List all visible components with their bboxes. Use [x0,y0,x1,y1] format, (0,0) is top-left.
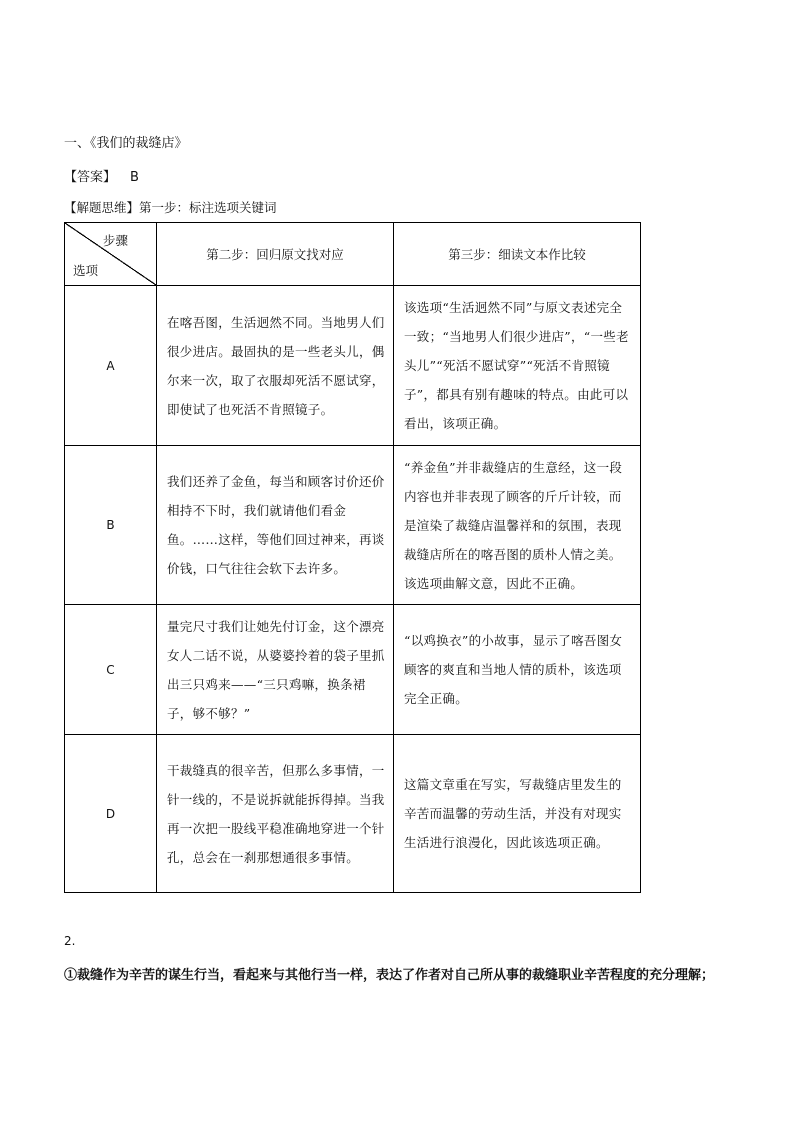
analysis-table [64,222,641,893]
option-cell: B [65,446,157,605]
table-row [65,446,641,605]
table-row [65,735,641,893]
answer-value: B [130,170,139,185]
table-row [65,605,641,735]
analysis-cell: 该选项“生活迥然不同”与原文表述完全一致；“当地男人们很少进店”，“一些老头儿”“死活不愿试穿”“死活不肯照镜子”，都具有别有趣味的特点。由此可以看出，该项正确。 [394,286,641,446]
option-cell: A [65,286,157,446]
answer-label: 【答案】 [64,170,117,185]
analysis-cell: “以鸡换衣”的小故事，显示了喀吾图女顾客的爽直和当地人情的质朴，该选项完全正确。 [394,605,641,735]
question-number: 2. [64,934,76,948]
answer-line [64,166,139,185]
header-options: 选项 [73,263,99,278]
answer-point-1: ①裁缝作为辛苦的谋生行当，看起来与其他行当一样，表达了作者对自己所从事的裁缝职业辛苦程度的充分理解； [64,968,715,983]
analysis-cell: 这篇文章重在写实，写裁缝店里发生的辛苦而温馨的劳动生活，并没有对现实生活进行浪漫化，因此该选项正确。 [394,735,641,893]
header-step-three: 第三步：细读文本作比较 [394,223,641,286]
thinking-step-one: 【解题思维】第一步：标注选项关键词 [64,200,277,215]
table-header-row [65,223,641,286]
section-title: 一、《我们的裁缝店》 [64,136,188,151]
source-text-cell: 量完尺寸我们让她先付订金，这个漂亮女人二话不说，从婆婆拎着的袋子里抓出三只鸡来——“三只鸡嘛，换条裙子，够不够？” [157,605,394,735]
source-text-cell: 在喀吾图，生活迥然不同。当地男人们很少进店。最固执的是一些老头儿，偶尔来一次，取了衣服却死活不愿试穿，即使试了也死活不肯照镜子。 [157,286,394,446]
header-steps: 步骤 [102,233,128,248]
source-text-cell: 干裁缝真的很辛苦，但那么多事情，一针一线的，不是说拆就能拆得掉。当我再一次把一股线平稳准确地穿进一个针孔，总会在一刹那想通很多事情。 [157,735,394,893]
header-step-two: 第二步：回归原文找对应 [157,223,394,286]
source-text-cell: 我们还养了金鱼，每当和顾客讨价还价相持不下时，我们就请他们看金鱼。……这样，等他们回过神来，再谈价钱，口气往往会软下去许多。 [157,446,394,605]
option-cell: D [65,735,157,893]
diagonal-header-cell [65,223,157,286]
option-cell: C [65,605,157,735]
analysis-cell: “养金鱼”并非裁缝店的生意经，这一段内容也并非表现了顾客的斤斤计较，而是渲染了裁缝店温馨祥和的氛围，表现裁缝店所在的喀吾图的质朴人情之美。该选项曲解文意，因此不正确。 [394,446,641,605]
table-row [65,286,641,446]
